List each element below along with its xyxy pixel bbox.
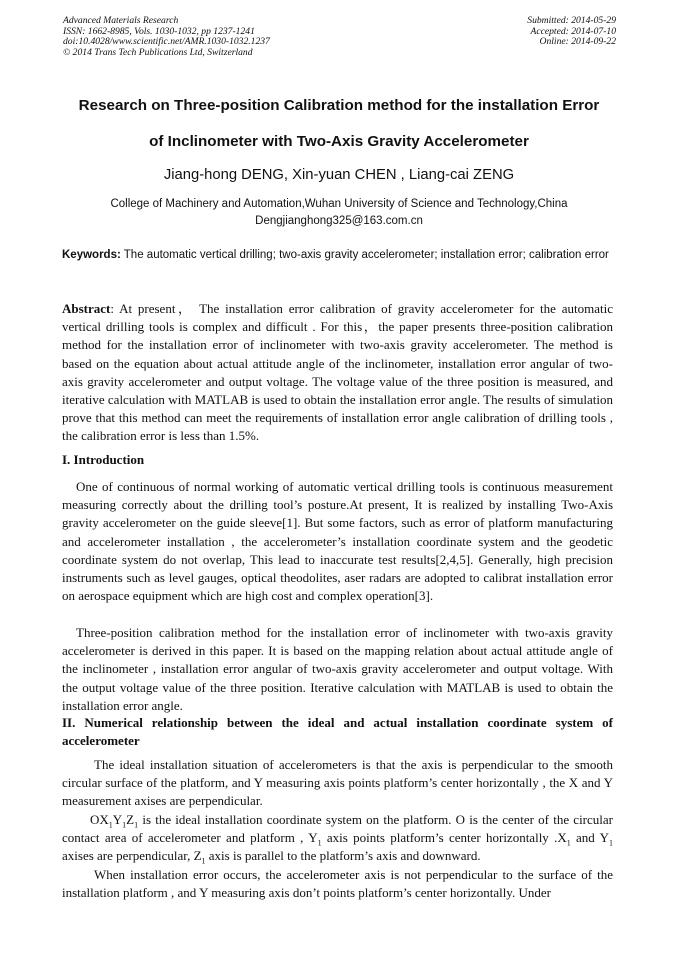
keywords (62, 247, 613, 264)
abstract-text: : At present， The installation error calibration of gravity accelerometer for the automatic vertical drilling tools is complex and difficult . For this，the paper presents three-position calibration method for the installation error of inclinometer with two-axis gravity accelerometer. The method is based on the equation about actual attitude angle of the inclinometer, installation error angular of two-axis gravity accelerometer and output voltage. The voltage value of the three position is measured, and iterative calculation with MATLAB is used to obtain the installation error angle. The results of simulation prove that this method can meet the requirements of installation error angle calibration of drilling tools , the calibration error is less than 1.5%. (62, 301, 613, 444)
author-list: Jiang-hong DENG, Xin-yuan CHEN , Liang-cai ZENG (163, 167, 515, 183)
paper-title (40, 88, 638, 160)
affiliation-line: College of Machinery and Automation,Wuhan University of Science and Technology,China (110, 198, 568, 210)
section2-paragraph-1: The ideal installation situation of accelerometers is that the axis is perpendicular to the smooth circular surface of the platform, and Y measuring axis points platform’s center horizontally , the X and Y measurement axises are perpendicular. (62, 757, 613, 809)
title-line-1: Research on Three-position Calibration method for the installation Error (78, 97, 600, 114)
author-email[interactable]: Dengjianghong325@163.com.cn (255, 215, 423, 227)
section-heading-introduction: I. Introduction (62, 452, 145, 467)
submitted-date: Submitted: 2014-05-29 (527, 15, 616, 26)
keywords-text: The automatic vertical drilling; two-axis gravity accelerometer; installation error; calibration error (120, 249, 609, 261)
section-heading-2: II. Numerical relationship between the ideal and actual installation coordinate system of accelerometer (62, 715, 613, 749)
journal-header (63, 16, 270, 58)
accepted-date: Accepted: 2014-07-10 (530, 25, 616, 37)
section2-paragraph-2: $OX_1Y_1Z_1$ is the ideal installation coordinate system on the platform. O is the center of the circular contact area of accelerometer and platform , $Y_1$ axis points platform’s center horizontally $.X_1$ and $Y_1$ axises are perpendicular, $Z_1$ axis is parallel to the platform’s axis and downward. (62, 812, 613, 866)
journal-name: Advanced Materials Research (63, 15, 179, 26)
abstract-label: Abstract (62, 301, 111, 316)
online-date: Online: 2014-09-22 (539, 36, 616, 47)
affiliation (40, 196, 638, 230)
doi-line[interactable]: doi:10.4028/www.scientific.net/AMR.1030-1032.1237 (63, 36, 270, 47)
title-line-2: of Inclinometer with Two-Axis Gravity Accelerometer (149, 133, 529, 150)
intro-paragraph-2: Three-position calibration method for the installation error of inclinometer with two-axis gravity accelerometer is derived in this paper. It is based on the mapping relation about actual attitude angle of the inclinometer , installation error angular of two-axis gravity accelerometer and output voltage. With the output voltage value of the three position. Iterative calculation with MATLAB is used to obtain the installation error angle. (62, 625, 613, 713)
keywords-label: Keywords: (62, 249, 121, 261)
issn-line: ISSN: 1662-8985, Vols. 1030-1032, pp 1237-1241 (63, 25, 255, 37)
dates-header (527, 16, 616, 48)
abstract (62, 300, 613, 446)
section2-paragraph-3: When installation error occurs, the accelerometer axis is not perpendicular to the surface of the installation platform , and Y measuring axis don’t points platform’s center horizontally. Under (62, 867, 613, 901)
intro-paragraph-1: One of continuous of normal working of automatic vertical drilling tools is continuous measurement measuring correctly about the drilling tool’s posture.At present, It is realized by installing Two-Axis gravity accelerometer on the guide sleeve[1]. But some factors, such as error of platform manufacturing and accelerometer installation , the accelerometer’s installation coordinate system and the geodetic coordinate system do not overlap, This lead to inaccurate test results[2,4,5]. Generally, high precision instruments such as level gauges, optical theodolites, aser radars are adopted to calibrat installation error on aerospace equipment which are high cost and complex operation[3]. (62, 479, 613, 604)
copyright-line: © 2014 Trans Tech Publications Ltd, Switzerland (63, 46, 253, 58)
